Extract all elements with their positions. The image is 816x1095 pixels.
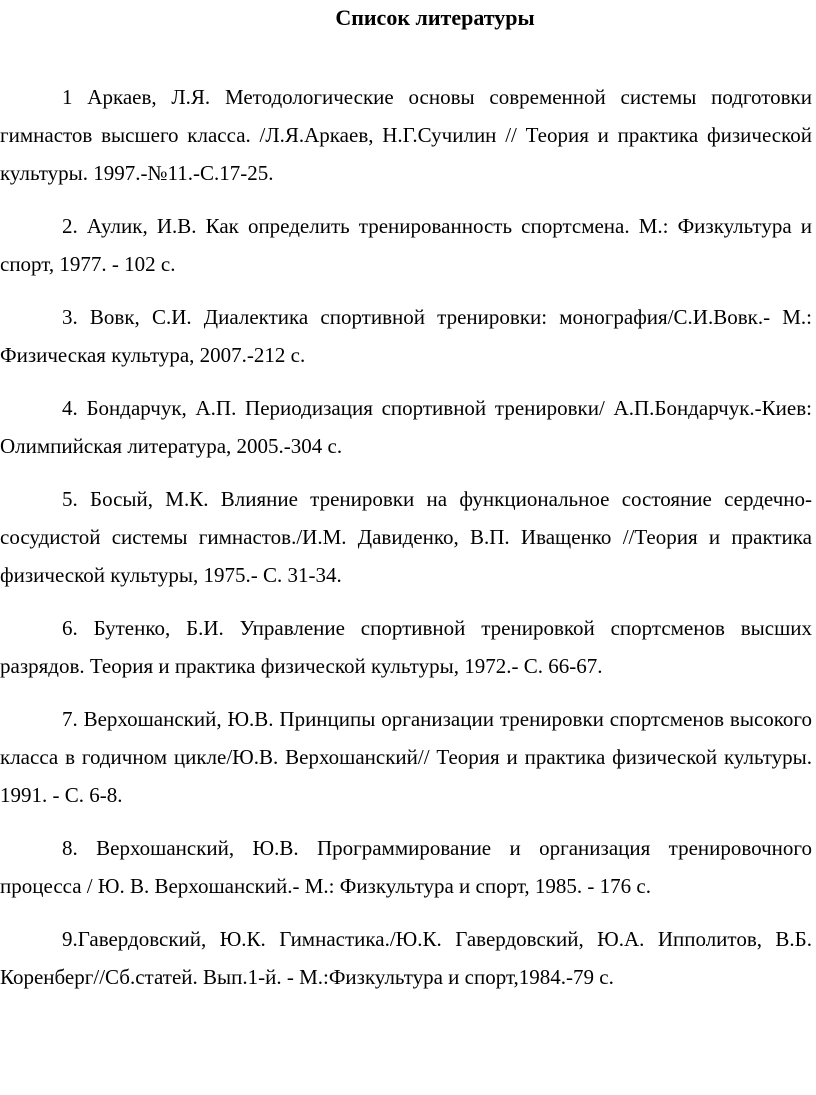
- bibliography-entry-3: 3. Вовк, С.И. Диалектика спортивной тренировки: монография/С.И.Вовк.- М.: Физическая культура, 2007.-212 с.: [0, 305, 812, 367]
- bibliography-entry-6: 6. Бутенко, Б.И. Управление спортивной тренировкой спортсменов высших разрядов. Теория и практика физической культуры, 1972.- С. 66-67.: [0, 616, 812, 678]
- bibliography-entry-9: 9.Гавердовский, Ю.К. Гимнастика./Ю.К. Гавердовский, Ю.А. Ипполитов, В.Б. Коренберг//Сб.статей. Вып.1-й. - М.:Физкультура и спорт,1984.-79 с.: [0, 927, 812, 989]
- page-title: Список литературы: [335, 5, 535, 30]
- bibliography-entry-8: 8. Верхошанский, Ю.В. Программирование и организация тренировочного процесса / Ю. В. Верхошанский.- М.: Физкультура и спорт, 1985. - 176 с.: [0, 836, 812, 898]
- bibliography-list: [0, 78, 812, 1011]
- bibliography-entry-5: 5. Босый, М.К. Влияние тренировки на функциональное состояние сердечно-сосудистой системы гимнастов./И.М. Давиденко, В.П. Иващенко //Теория и практика физической культуры, 1975.- С. 31-34.: [0, 487, 812, 587]
- bibliography-entry-2: 2. Аулик, И.В. Как определить тренированность спортсмена. М.: Физкультура и спорт, 1977. - 102 с.: [0, 214, 812, 276]
- bibliography-entry-1: 1 Аркаев, Л.Я. Методологические основы современной системы подготовки гимнастов высшего класса. /Л.Я.Аркаев, Н.Г.Сучилин // Теория и практика физической культуры. 1997.-№11.-С.17-25.: [0, 85, 812, 185]
- bibliography-entry-7: 7. Верхошанский, Ю.В. Принципы организации тренировки спортсменов высокого класса в годичном цикле/Ю.В. Верхошанский// Теория и практика физической культуры. 1991. - С. 6-8.: [0, 707, 812, 807]
- bibliography-entry-4: 4. Бондарчук, А.П. Периодизация спортивной тренировки/ А.П.Бондарчук.-Киев: Олимпийская литература, 2005.-304 с.: [0, 396, 812, 458]
